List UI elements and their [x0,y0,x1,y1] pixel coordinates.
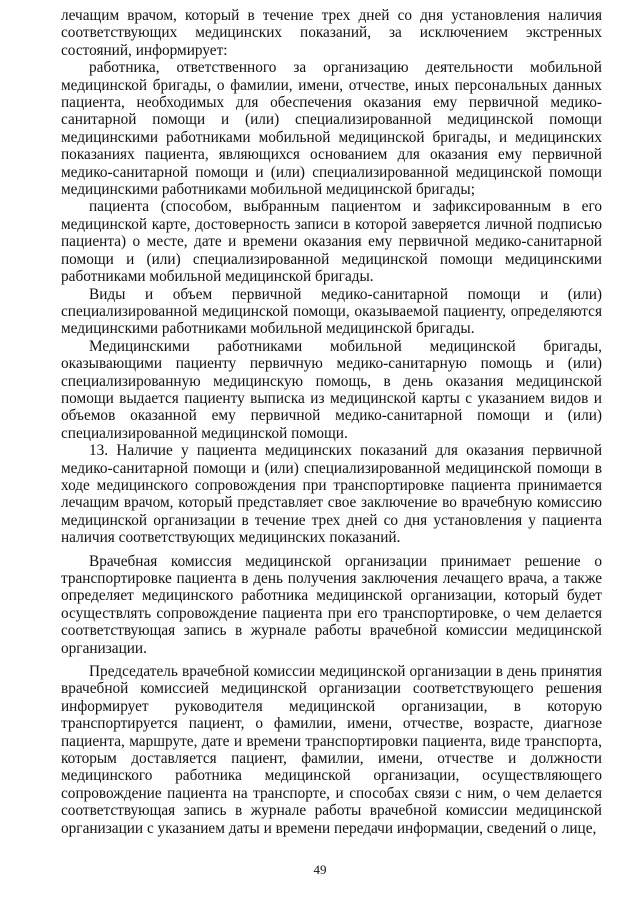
page-number: 49 [313,862,327,877]
paragraph-6: 13. Наличие у пациента медицинских показаний для оказания первичной медико-санитарной помощи и (или) специализированной медицинской помощи в ходе медицинского сопровождения при транспортировке пациента принимается лечащим врачом, который представляет свое заключение во врачебную комиссию медицинской организации в течение трех дней со дня установления у пациента наличия соответствующих медицинских показаний. [61,442,602,547]
paragraph-8: Председатель врачебной комиссии медицинской организации в день принятия врачебной комиссией медицинской организации соответствующего решения информирует руководителя медицинской организации, в которую транспортируется пациент, о фамилии, имени, отчестве, возрасте, диагнозе пациента, маршруте, дате и времени транспортировки пациента, виде транспорта, которым доставляется пациент, фамилии, имени, отчестве и должности медицинского работника медицинской организации, осуществляющего сопровождение пациента на транспорте, и способах связи с ним, о чем делается соответствующая запись в журнале работы врачебной комиссии медицинской организации с указанием даты и времени передачи информации, сведений о лице, [61,663,602,837]
paragraph-5: Медицинскими работниками мобильной медицинской бригады, оказывающими пациенту первичную медико-санитарную помощь и (или) специализированную медицинскую помощь, в день оказания медицинской помощи выдается пациенту выписка из медицинской карты с указанием видов и объемов оказанной ему первичной медико-санитарной помощи и (или) специализированной медицинской помощи. [61,337,602,442]
paragraph-4: Виды и объем первичной медико-санитарной помощи и (или) специализированной медицинской помощи, оказываемой пациенту, определяются медицинскими работниками мобильной медицинской бригады. [61,285,602,338]
paragraph-3: пациента (способом, выбранным пациентом и зафиксированным в его медицинской карте, достоверность записи в которой заверяется личной подписью пациента) о месте, дате и времени оказания ему первичной медико-санитарной помощи и (или) специализированной медицинской помощи медицинскими работниками мобильной медицинской бригады. [61,198,602,286]
document-page [61,7,602,837]
paragraph-1: лечащим врачом, который в течение трех дней со дня установления наличия соответствующих медицинских показаний, за исключением экстренных состояний, информирует: [61,7,602,59]
paragraph-2: работника, ответственного за организацию деятельности мобильной медицинской бригады, о фамилии, имени, отчестве, иных персональных данных пациента, необходимых для обеспечения оказания ему первичной медико-санитарной помощи и (или) специализированной медицинской помощи медицинскими работниками мобильной медицинской бригады, и медицинских показаниях пациента, являющихся основанием для оказания ему первичной медико-санитарной помощи и (или) специализированной медицинской помощи медицинскими работниками мобильной медицинской бригады; [61,59,602,199]
paragraph-7: Врачебная комиссия медицинской организации принимает решение о транспортировке пациента в день получения заключения лечащего врача, а также определяет медицинского работника медицинской организации, который будет осуществлять сопровождение пациента при его транспортировке, о чем делается соответствующая запись в журнале работы врачебной комиссии медицинской организации. [61,552,602,657]
